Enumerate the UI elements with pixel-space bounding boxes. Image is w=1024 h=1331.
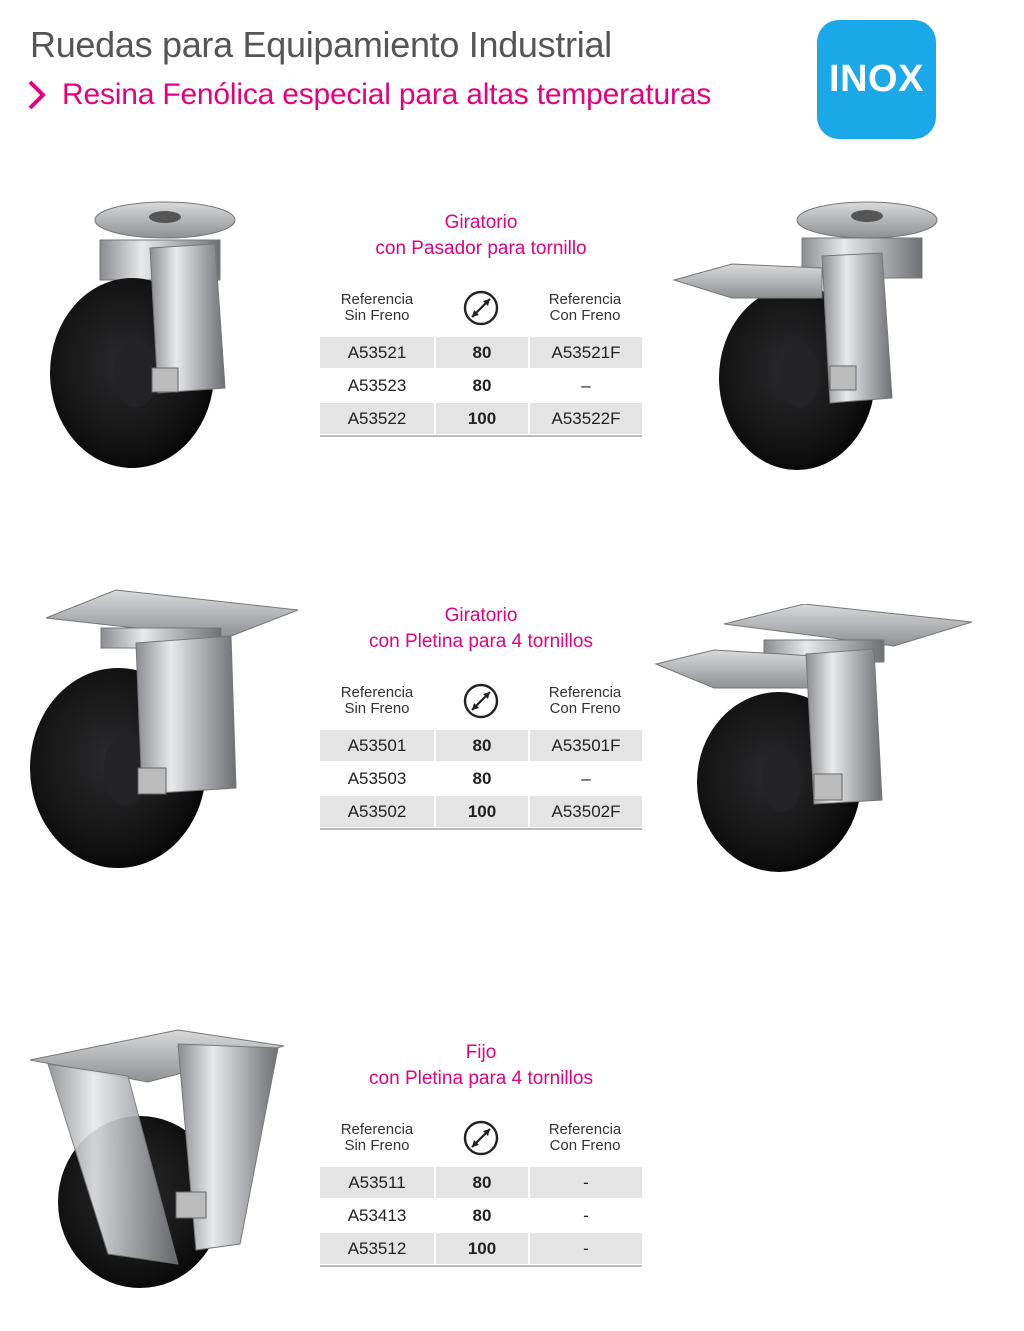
header-line: Sin Freno bbox=[344, 700, 410, 717]
table-row bbox=[320, 402, 642, 437]
header-line: Referencia bbox=[340, 1121, 414, 1138]
header-sin-freno bbox=[320, 685, 434, 717]
header-line: Referencia bbox=[340, 684, 414, 701]
section-title-line2: con Pletina para 4 tornillos bbox=[369, 631, 593, 652]
header-diameter bbox=[434, 1120, 528, 1156]
header-line: Referencia bbox=[548, 1121, 622, 1138]
header-line: Con Freno bbox=[549, 700, 621, 717]
wheel-diameter-icon bbox=[463, 290, 499, 326]
wheel-diameter-icon bbox=[463, 683, 499, 719]
page-title: Ruedas para Equipamiento Industrial bbox=[30, 24, 612, 65]
product-table bbox=[320, 1166, 642, 1267]
ref-con-freno: - bbox=[530, 1167, 642, 1198]
header-line: Con Freno bbox=[549, 307, 621, 324]
diameter: 100 bbox=[436, 403, 528, 434]
ref-sin-freno: A53511 bbox=[320, 1167, 434, 1198]
table-row bbox=[320, 369, 642, 402]
product-table bbox=[320, 729, 642, 830]
header-line: Referencia bbox=[340, 291, 414, 308]
inox-badge: INOX bbox=[817, 20, 936, 139]
table-row bbox=[320, 1199, 642, 1232]
ref-con-freno: A53521F bbox=[530, 337, 642, 368]
ref-sin-freno: A53522 bbox=[320, 403, 434, 434]
ref-sin-freno: A53413 bbox=[347, 1205, 407, 1225]
section-title-line2: con Pasador para tornillo bbox=[375, 238, 587, 259]
header-sin-freno bbox=[320, 1122, 434, 1154]
section-title bbox=[320, 603, 642, 655]
table-row bbox=[320, 336, 642, 369]
header-sin-freno bbox=[320, 292, 434, 324]
ref-con-freno: – bbox=[581, 768, 591, 788]
diameter: 100 bbox=[436, 1233, 528, 1264]
diameter: 100 bbox=[436, 796, 528, 827]
header-line: Referencia bbox=[548, 291, 622, 308]
header-line: Sin Freno bbox=[344, 307, 410, 324]
section-title bbox=[320, 1040, 642, 1092]
diameter: 80 bbox=[436, 337, 528, 368]
ref-sin-freno: A53512 bbox=[320, 1233, 434, 1264]
header-con-freno bbox=[528, 292, 642, 324]
wheel-diameter-icon bbox=[463, 1120, 499, 1156]
ref-con-freno: A53502F bbox=[530, 796, 642, 827]
diameter: 80 bbox=[436, 730, 528, 761]
subtitle-text: Resina Fenólica especial para altas temperaturas bbox=[62, 78, 712, 111]
diameter: 80 bbox=[472, 375, 492, 395]
header-diameter bbox=[434, 290, 528, 326]
diameter: 80 bbox=[436, 1167, 528, 1198]
table-header bbox=[320, 675, 642, 727]
page-subtitle bbox=[26, 78, 711, 112]
header-con-freno bbox=[528, 1122, 642, 1154]
header-line: Sin Freno bbox=[344, 1137, 410, 1154]
table-header bbox=[320, 1112, 642, 1164]
ref-con-freno: - bbox=[583, 1205, 589, 1225]
castor-image-swivel-plate-brake bbox=[654, 604, 974, 874]
ref-sin-freno: A53501 bbox=[320, 730, 434, 761]
header-con-freno bbox=[528, 685, 642, 717]
table-header bbox=[320, 282, 642, 334]
section-title-line2: con Pletina para 4 tornillos bbox=[369, 1068, 593, 1089]
ref-con-freno: A53522F bbox=[530, 403, 642, 434]
table-row bbox=[320, 1232, 642, 1267]
header-line: Referencia bbox=[548, 684, 622, 701]
diameter: 80 bbox=[472, 1205, 492, 1225]
ref-sin-freno: A53502 bbox=[320, 796, 434, 827]
section-title-line1: Fijo bbox=[465, 1042, 497, 1063]
ref-sin-freno: A53503 bbox=[347, 768, 407, 788]
ref-con-freno: – bbox=[581, 375, 591, 395]
diameter: 80 bbox=[472, 768, 492, 788]
header-diameter bbox=[434, 683, 528, 719]
section-title-line1: Giratorio bbox=[444, 212, 518, 233]
table-row bbox=[320, 1166, 642, 1199]
section-title-line1: Giratorio bbox=[444, 605, 518, 626]
table-row bbox=[320, 795, 642, 830]
ref-sin-freno: A53521 bbox=[320, 337, 434, 368]
castor-image-fixed-plate bbox=[28, 1024, 286, 1294]
product-table bbox=[320, 336, 642, 437]
table-row bbox=[320, 762, 642, 795]
ref-con-freno: - bbox=[530, 1233, 642, 1264]
chevron-right-icon bbox=[26, 78, 48, 112]
ref-sin-freno: A53523 bbox=[347, 375, 407, 395]
ref-con-freno: A53501F bbox=[530, 730, 642, 761]
header-line: Con Freno bbox=[549, 1137, 621, 1154]
castor-image-swivel-bolt-brake bbox=[672, 198, 942, 473]
castor-image-swivel-bolt bbox=[40, 198, 260, 473]
castor-image-swivel-plate bbox=[26, 588, 301, 873]
table-row bbox=[320, 729, 642, 762]
section-title bbox=[320, 210, 642, 262]
